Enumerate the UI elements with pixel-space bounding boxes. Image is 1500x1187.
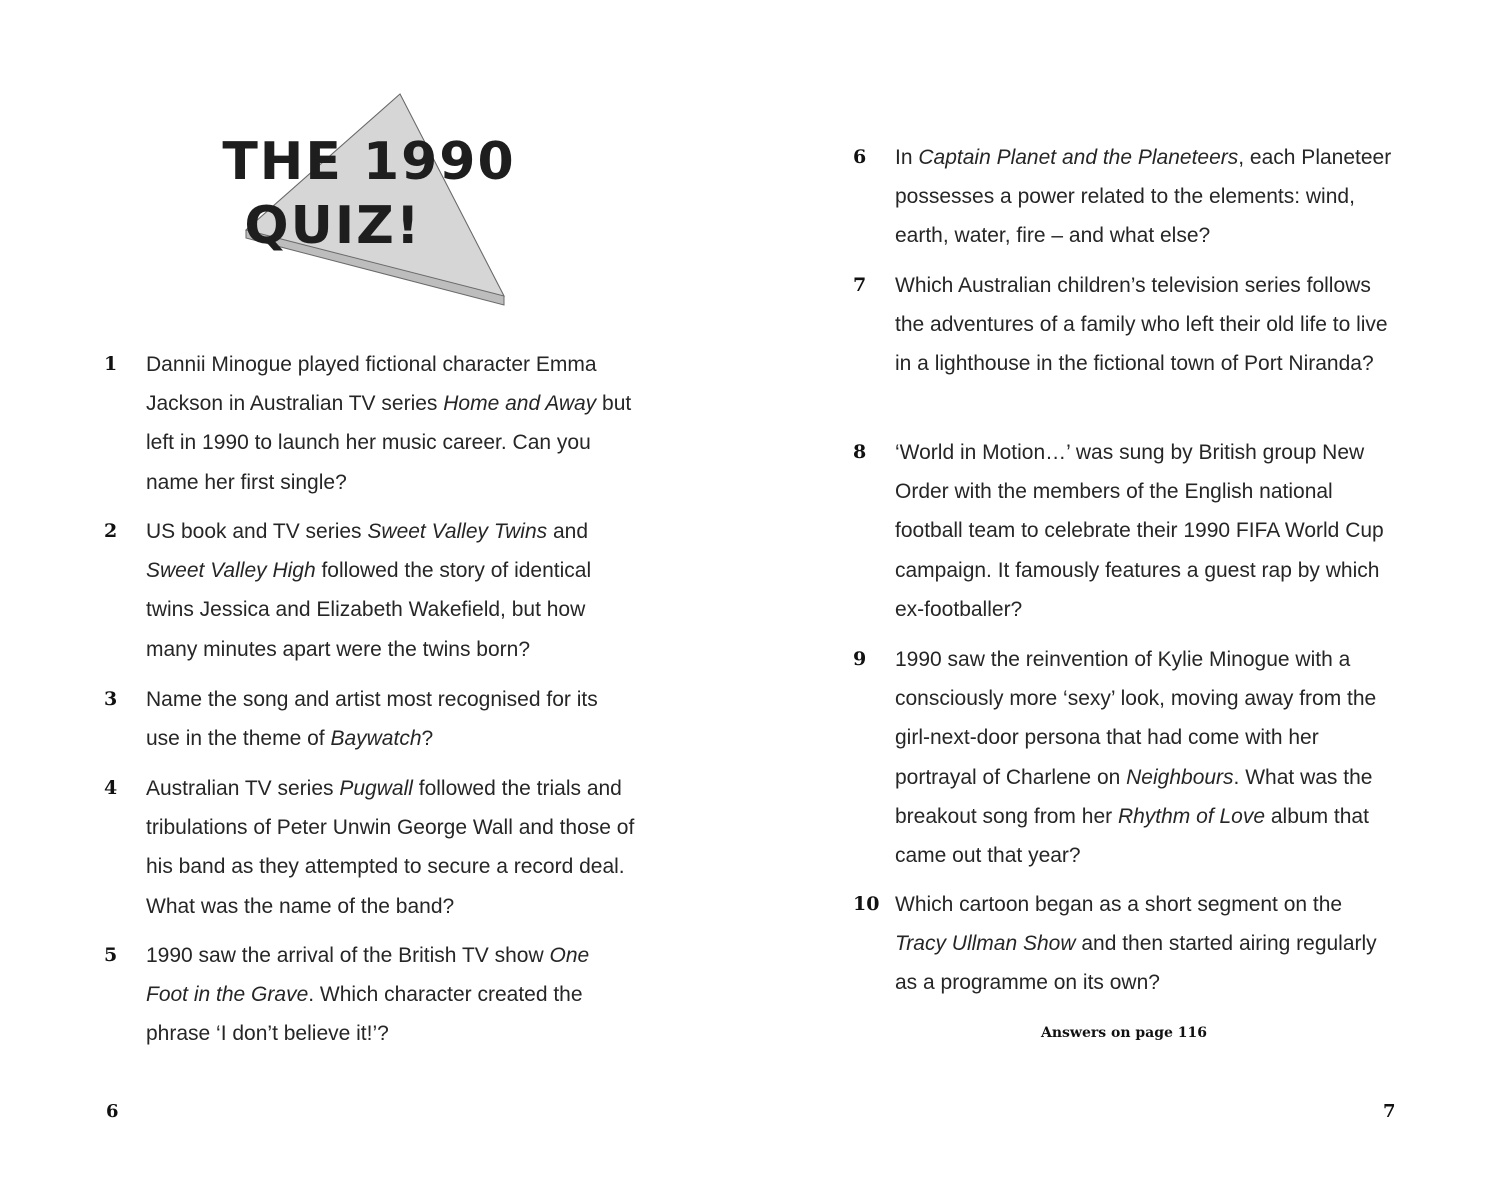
quiz-title-graphic: [210, 88, 550, 313]
quiz-title-line2: QUIZ!: [244, 196, 422, 256]
question-4: [104, 769, 646, 926]
answers-note: Answers on page 116: [1040, 1025, 1208, 1041]
question-number: 3: [104, 688, 118, 710]
question-text: Name the song and artist most recognised for its use in the theme of Baywatch?: [146, 688, 598, 751]
question-10: [853, 885, 1395, 1003]
quiz-title-line1: THE 1990: [222, 132, 516, 192]
question-3: [104, 680, 636, 758]
question-9: [853, 640, 1395, 875]
question-text: 1990 saw the arrival of the British TV show One Foot in the Grave. Which character created the phrase ‘I don’t believe it!’?: [146, 944, 590, 1046]
question-text: 1990 saw the reinvention of Kylie Minogue with a consciously more ‘sexy’ look, moving away from the girl-next-door persona that had come with her portrayal of Charlene on Neighbours. What was the breakout song from her Rhythm of Love album that came out that year?: [895, 648, 1377, 868]
question-1: [104, 345, 636, 502]
question-text: Dannii Minogue played fictional character Emma Jackson in Australian TV series Home and Away but left in 1990 to launch her music career. Can you name her first single?: [146, 353, 632, 494]
question-text: US book and TV series Sweet Valley Twins and Sweet Valley High followed the story of identical twins Jessica and Elizabeth Wakefield, but how many minutes apart were the twins born?: [146, 520, 592, 661]
question-number: 5: [104, 944, 118, 966]
question-number: 6: [853, 146, 867, 168]
question-6: [853, 138, 1395, 256]
question-text: Which Australian children’s television series follows the adventures of a family who left their old life to live in a lighthouse in the fictional town of Port Niranda?: [895, 274, 1388, 376]
question-7: [853, 266, 1390, 384]
question-2: [104, 512, 626, 669]
question-text: Which cartoon began as a short segment on the Tracy Ullman Show and then started airing regularly as a programme on its own?: [895, 893, 1377, 995]
question-number: 8: [853, 441, 867, 463]
question-number: 7: [853, 274, 867, 296]
question-text: Australian TV series Pugwall followed the trials and tribulations of Peter Unwin George Wall and those of his band as they attempted to secure a record deal. What was the name of the band?: [146, 777, 635, 918]
right-page: [750, 0, 1500, 1187]
question-number: 1: [104, 353, 118, 375]
question-5: [104, 936, 626, 1054]
page-number: 7: [1383, 1101, 1396, 1122]
question-number: 10: [853, 893, 880, 915]
question-text: In Captain Planet and the Planeteers, each Planeteer possesses a power related to the elements: wind, earth, water, fire – and what else?: [895, 146, 1392, 248]
question-number: 4: [104, 777, 118, 799]
question-number: 2: [104, 520, 118, 542]
question-8: [853, 433, 1390, 629]
question-text: ‘World in Motion…’ was sung by British group New Order with the members of the English national football team to celebrate their 1990 FIFA World Cup campaign. It famously features a guest rap by which ex-footballer?: [895, 441, 1384, 621]
page-number: 6: [106, 1101, 119, 1122]
question-number: 9: [853, 648, 867, 670]
